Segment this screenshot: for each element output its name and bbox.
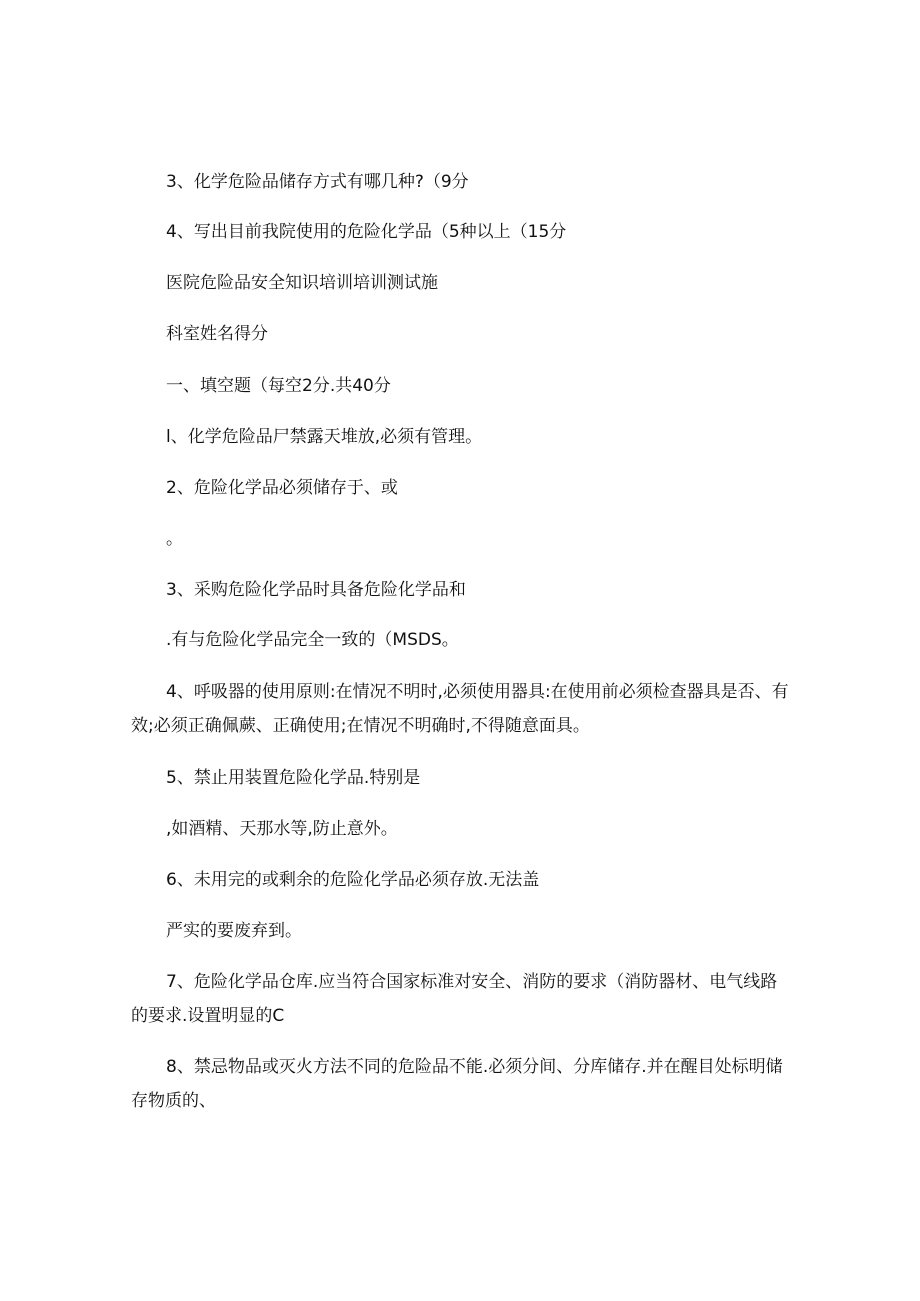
question-3-storage: 3、化学危险品储存方式有哪几种?（9分	[166, 172, 469, 192]
fill-item-4-cont: 效;必须正确佩蕨、正确使用;在情况不明确时,不得随意面具。	[131, 716, 590, 736]
fill-item-3: 3、采购危险化学品时具备危险化学品和	[166, 580, 466, 600]
fill-item-5: 5、禁止用装置危险化学品.特别是	[166, 768, 421, 788]
fill-item-1: l、化学危险品尸禁露天堆放,必须有管理。	[166, 427, 483, 447]
fill-item-5-cont: ,如酒精、天那水等,防止意外。	[166, 819, 398, 839]
fill-item-2-end: 。	[166, 529, 183, 549]
fill-item-4: 4、呼吸器的使用原则:在情况不明时,必须使用器具:在使用前必须检查器具是否、有	[166, 682, 789, 702]
fill-item-6-cont: 严实的要废弃到。	[166, 921, 302, 941]
fill-item-6: 6、未用完的或剩余的危险化学品必须存放.无法盖	[166, 870, 540, 890]
fill-item-7: 7、危险化学品仓库.应当符合国家标准对安全、消防的要求（消防器材、电气线路	[166, 972, 778, 992]
name-score-line: 科室姓名得分	[166, 324, 268, 344]
question-4-chemicals: 4、写出目前我院使用的危险化学品（5种以上（15分	[166, 222, 567, 242]
fill-item-7-cont: 的要求.设置明显的C	[131, 1006, 285, 1026]
section-heading: 一、填空题（每空2分.共40分	[166, 376, 391, 396]
fill-item-8-cont: 存物质的、	[131, 1091, 216, 1111]
fill-item-3-cont: .有与危险化学品完全一致的（MSDS。	[166, 630, 459, 650]
fill-item-2: 2、危险化学品必须储存于、或	[166, 478, 398, 498]
fill-item-8: 8、禁忌物品或灭火方法不同的危险品不能.必须分间、分库储存.并在醒目处标明储	[166, 1057, 783, 1077]
test-title: 医院危险品安全知识培训培训测试施	[166, 273, 438, 293]
